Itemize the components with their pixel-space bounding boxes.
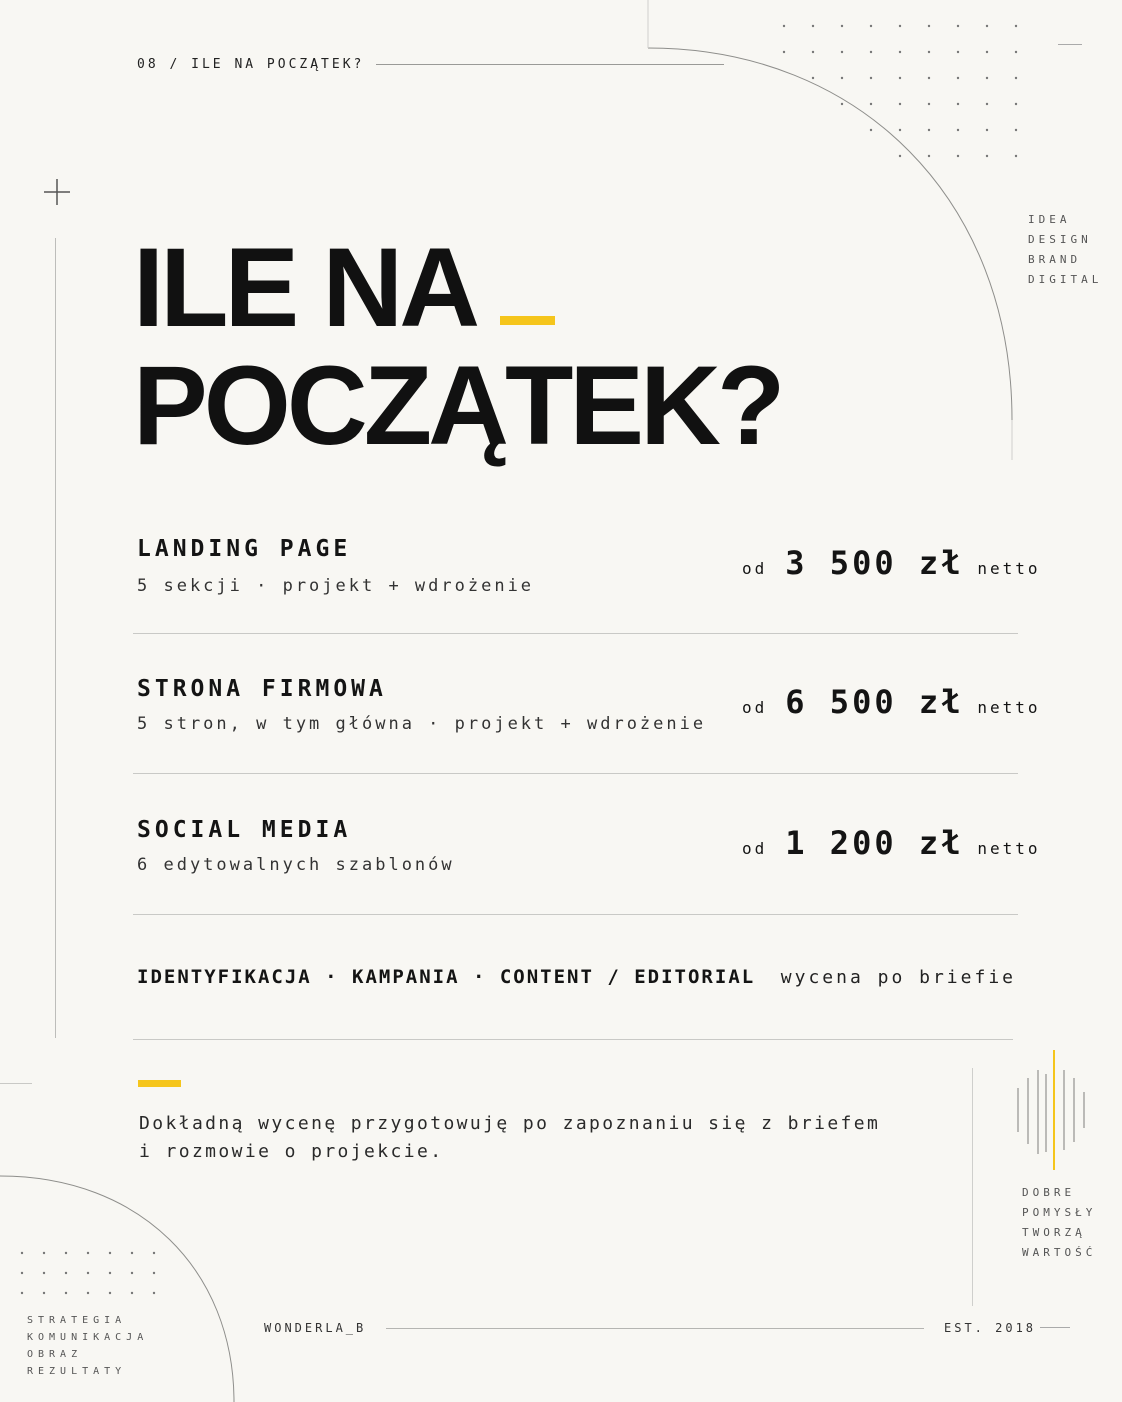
extra-services: IDENTYFIKACJA · KAMPANIA · CONTENT / EDITORIAL <box>137 966 756 988</box>
price-amount: 3 500 zł <box>785 544 964 582</box>
tag-item: WARTOŚĆ <box>1022 1246 1097 1259</box>
tag-item: IDEA <box>1028 213 1071 226</box>
decor-dot <box>870 25 872 27</box>
decor-dot <box>870 129 872 131</box>
right-edge-tick-top <box>1058 44 1082 45</box>
price-amount: 1 200 zł <box>785 824 964 862</box>
decor-dot <box>109 1252 111 1254</box>
dot-grid-bottom-left <box>18 1245 158 1305</box>
title-accent-bar <box>500 316 555 325</box>
decor-dot <box>928 51 930 53</box>
decor-dot <box>899 103 901 105</box>
price-amount: 6 500 zł <box>785 683 964 721</box>
page-title-line-1: ILE NA <box>133 225 477 350</box>
tag-list-bottom-right <box>1022 1183 1096 1263</box>
decor-dot <box>21 1272 23 1274</box>
footer-rule <box>386 1328 924 1329</box>
eyebrow-rule <box>376 64 724 65</box>
decor-dot <box>928 155 930 157</box>
page-title-line-2: POCZĄTEK? <box>133 343 782 468</box>
decor-dot <box>957 77 959 79</box>
decor-dot <box>841 77 843 79</box>
footer-established: EST. 2018 <box>944 1321 1037 1335</box>
left-edge-tick <box>0 1083 32 1084</box>
decor-dot <box>153 1292 155 1294</box>
decor-dot <box>1015 25 1017 27</box>
decor-dot <box>870 51 872 53</box>
row-divider <box>133 1039 1013 1040</box>
plus-icon <box>42 177 72 207</box>
decor-dot <box>65 1272 67 1274</box>
decor-dot <box>65 1252 67 1254</box>
tag-item: TWORZĄ <box>1022 1226 1086 1239</box>
decor-dot <box>928 25 930 27</box>
decor-dot <box>153 1272 155 1274</box>
service-desc-social-media: 6 edytowalnych szablonów <box>137 855 455 875</box>
decor-dot <box>957 103 959 105</box>
row-divider <box>133 633 1018 634</box>
decor-dot <box>899 129 901 131</box>
decor-dot <box>783 51 785 53</box>
page-title <box>133 225 782 468</box>
decor-dot <box>1015 103 1017 105</box>
decor-dot <box>87 1272 89 1274</box>
service-name-landing-page: LANDING PAGE <box>137 536 352 562</box>
decor-dot <box>957 129 959 131</box>
decor-dot <box>986 77 988 79</box>
decor-dot <box>986 129 988 131</box>
tag-item: OBRAZ <box>27 1349 83 1360</box>
decor-dot <box>43 1292 45 1294</box>
decor-dot <box>899 51 901 53</box>
decor-dot <box>131 1292 133 1294</box>
footer-end-tick <box>1040 1327 1070 1328</box>
price-prefix: od <box>742 559 768 578</box>
decor-dot <box>899 77 901 79</box>
tag-item: KOMUNIKACJA <box>27 1332 149 1343</box>
decor-dot <box>899 155 901 157</box>
decor-dot <box>109 1292 111 1294</box>
decor-dot <box>928 129 930 131</box>
footer-brand: WONDERLA_B <box>264 1321 367 1335</box>
service-name-strona-firmowa: STRONA FIRMOWA <box>137 676 387 702</box>
decor-dot <box>928 77 930 79</box>
row-divider <box>133 773 1018 774</box>
price-strona-firmowa <box>742 683 1041 721</box>
decor-dot <box>87 1252 89 1254</box>
decor-dot <box>928 103 930 105</box>
decor-dot <box>870 103 872 105</box>
decor-dot <box>43 1252 45 1254</box>
service-desc-landing-page: 5 sekcji · projekt + wdrożenie <box>137 576 535 596</box>
decor-dot <box>812 25 814 27</box>
note-accent-bar <box>138 1080 181 1087</box>
note-line: i rozmowie o projekcie. <box>139 1141 444 1162</box>
decor-dot <box>65 1292 67 1294</box>
decor-dot <box>841 51 843 53</box>
tag-item: STRATEGIA <box>27 1315 127 1326</box>
decor-dot <box>870 77 872 79</box>
dot-grid-top-right <box>780 18 1050 178</box>
soundwave-icon <box>1010 1048 1094 1174</box>
quote-on-brief: wycena po briefie <box>780 967 1016 988</box>
decor-dot <box>986 51 988 53</box>
tag-item: DOBRE <box>1022 1186 1076 1199</box>
decor-dot <box>841 25 843 27</box>
decor-dot <box>1015 129 1017 131</box>
note-line: Dokładną wycenę przygotowuję po zapoznaniu się z briefem <box>139 1113 881 1134</box>
decor-dot <box>43 1272 45 1274</box>
section-eyebrow: 08 / ILE NA POCZĄTEK? <box>137 57 365 72</box>
decor-dot <box>957 155 959 157</box>
row-divider <box>133 914 1018 915</box>
price-landing-page <box>742 544 1041 582</box>
tag-list-bottom-left <box>27 1312 148 1380</box>
decor-dot <box>87 1292 89 1294</box>
price-social-media <box>742 824 1041 862</box>
decor-dot <box>1015 51 1017 53</box>
tag-list-top-right <box>1028 210 1102 290</box>
price-suffix: netto <box>977 839 1041 858</box>
service-desc-strona-firmowa: 5 stron, w tym główna · projekt + wdrożenie <box>137 714 707 734</box>
tag-item: BRAND <box>1028 253 1082 266</box>
price-prefix: od <box>742 698 768 717</box>
decor-dot <box>986 25 988 27</box>
decor-dot <box>109 1272 111 1274</box>
decor-dot <box>986 103 988 105</box>
tag-item: POMYSŁY <box>1022 1206 1097 1219</box>
price-suffix: netto <box>977 559 1041 578</box>
decor-dot <box>899 25 901 27</box>
decor-dot <box>841 103 843 105</box>
decor-dot <box>812 77 814 79</box>
decor-dot <box>131 1252 133 1254</box>
decor-dot <box>153 1252 155 1254</box>
decor-dot <box>986 155 988 157</box>
left-vertical-rule <box>55 238 56 1038</box>
right-vertical-rule <box>972 1068 973 1306</box>
decor-dot <box>957 25 959 27</box>
note-text <box>139 1110 880 1166</box>
price-prefix: od <box>742 839 768 858</box>
decor-dot <box>1015 77 1017 79</box>
decor-dot <box>783 25 785 27</box>
decor-dot <box>21 1292 23 1294</box>
decor-dot <box>812 51 814 53</box>
service-name-social-media: SOCIAL MEDIA <box>137 817 352 843</box>
tag-item: DIGITAL <box>1028 273 1103 286</box>
decor-dot <box>131 1272 133 1274</box>
tag-item: DESIGN <box>1028 233 1092 246</box>
decor-dot <box>957 51 959 53</box>
decor-dot <box>21 1252 23 1254</box>
price-suffix: netto <box>977 698 1041 717</box>
tag-item: REZULTATY <box>27 1366 127 1377</box>
decor-dot <box>1015 155 1017 157</box>
